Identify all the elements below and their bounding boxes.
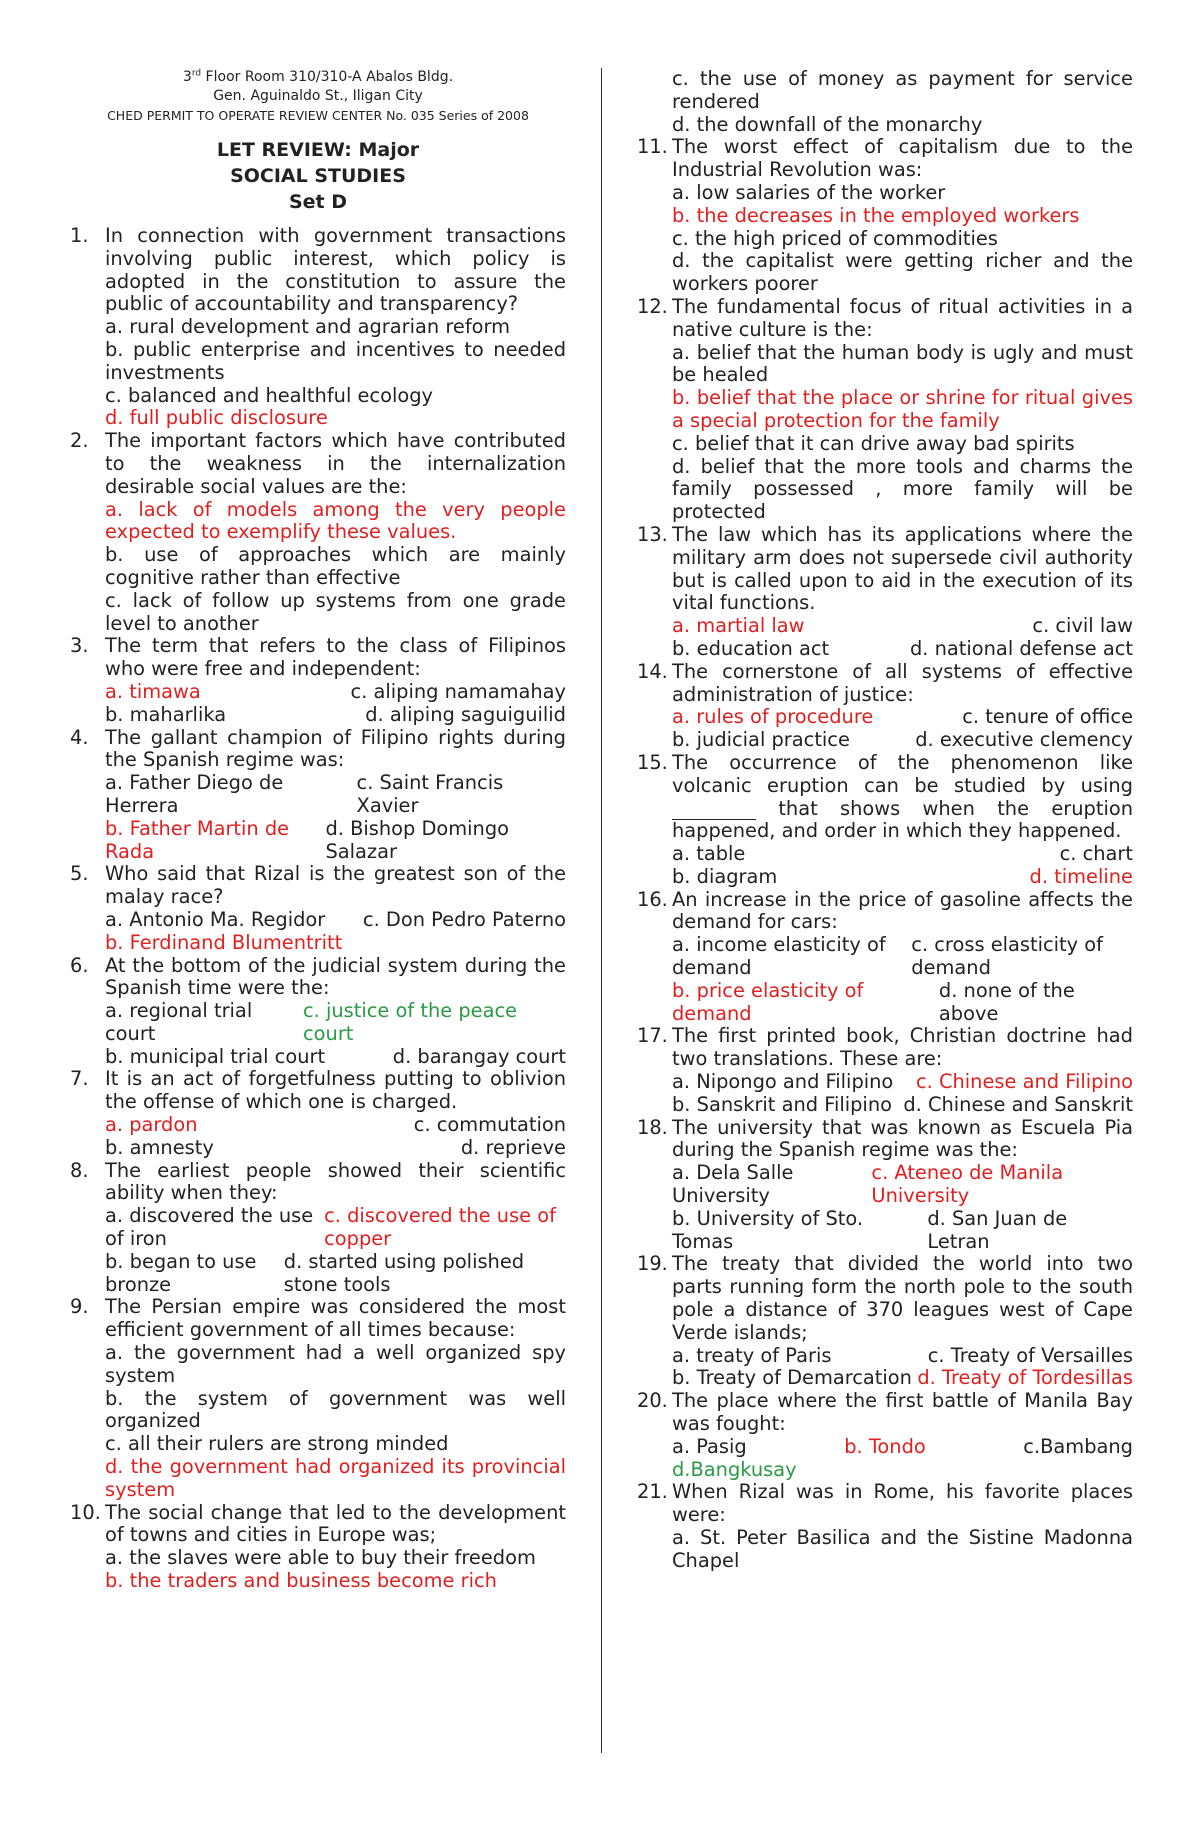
option: d. San Juan de Letran — [927, 1206, 1068, 1253]
question-stem: The fundamental focus of ritual activities in a native culture is the: — [672, 294, 1133, 341]
option: b. education act — [672, 636, 830, 660]
alt-answer-option: d.Bangkusay — [672, 1457, 797, 1481]
option: b. judicial practice — [672, 728, 850, 752]
option: b. Sanskrit and Filipino — [672, 1092, 892, 1116]
question-number: 17. — [637, 1024, 668, 1048]
answer-option: c. discovered the use of copper — [324, 1204, 556, 1251]
permit-line: CHED PERMIT TO OPERATE REVIEW CENTER No. 035 Series of 2008 — [107, 108, 529, 123]
question-17 — [637, 1025, 1133, 1116]
option: d. executive clemency — [915, 728, 1133, 752]
answer-option: c. Chinese and Filipino — [915, 1070, 1133, 1094]
question-stem: The law which has its applications where the military arm does not supersede civil authority but is called upon to aid in the execution of its vital functions. — [672, 522, 1133, 615]
question-stem: The social change that led to the development of towns and cities in Europe was; — [105, 1500, 566, 1547]
question-stem: The cornerstone of all systems of effective administration of justice: — [672, 659, 1133, 706]
option: a. low salaries of the worker — [672, 180, 946, 204]
question-2 — [70, 430, 566, 635]
answer-option: d. Treaty of Tordesillas — [917, 1366, 1133, 1390]
option: c.Bambang — [1023, 1434, 1133, 1458]
option: b. diagram — [672, 864, 778, 888]
option: a. Antonio Ma. Regidor — [105, 907, 326, 931]
question-stem: An increase in the price of gasoline affects the demand for cars: — [672, 887, 1133, 934]
question-stem: The important factors which have contributed to the weakness in the internalization desirable social values are the: — [105, 429, 566, 498]
question-stem: At the bottom of the judicial system during the Spanish time were the: — [105, 953, 566, 1000]
option: a. rural development and agrarian reform — [105, 315, 511, 339]
option: a. income elasticity of demand — [672, 933, 886, 980]
question-stem: In connection with government transactions involving public interest, which policy is adopted in the constitution to assure the public of accountability and transparency? — [105, 224, 566, 316]
option: b. use of approaches which are mainly cognitive rather than effective — [105, 543, 566, 589]
option: d. barangay court — [392, 1044, 566, 1068]
option: c. the high priced of commodities — [672, 226, 998, 250]
option: d. Bishop Domingo Salazar — [325, 816, 510, 863]
question-stem: The treaty that divided the world into two parts running form the north pole to the south pole a distance of 370 leagues west of Cape Verde islands; — [672, 1252, 1133, 1344]
option: c. aliping namamahay — [350, 679, 566, 703]
answer-option: b. Tondo — [844, 1434, 926, 1458]
option: d. national defense act — [909, 636, 1133, 660]
option: a. Dela Salle University — [672, 1161, 794, 1208]
question-number: 21. — [637, 1480, 668, 1504]
option: b. municipal trial court — [105, 1044, 326, 1068]
alt-answer-option: c. justice of the peace court — [303, 999, 518, 1045]
question-number: 9. — [70, 1295, 89, 1319]
option: d. belief that the more tools and charms the family possessed , more family will be protected — [672, 454, 1133, 524]
title-line: LET REVIEW: Major — [216, 139, 420, 161]
question-10 — [70, 1502, 566, 1593]
option: d. reprieve — [460, 1135, 566, 1159]
question-number: 8. — [70, 1158, 89, 1182]
option: a. treaty of Paris — [672, 1343, 832, 1367]
question-14 — [637, 661, 1133, 752]
set-line: Set D — [288, 191, 348, 213]
answer-option: b. price elasticity of demand — [672, 978, 864, 1025]
answer-option: b. belief that the place or shrine for ritual gives a special protection for the family — [672, 386, 1133, 432]
right-column — [637, 68, 1133, 1573]
question-number: 18. — [637, 1115, 668, 1139]
answer-option: a. rules of procedure — [672, 705, 874, 729]
question-number: 4. — [70, 725, 89, 749]
address-line-1: 3rd Floor Room 310/310-A Abalos Bldg. — [182, 68, 454, 85]
column-divider — [601, 68, 602, 1753]
fill-blank — [672, 801, 756, 820]
question-stem — [672, 752, 1133, 843]
question-15 — [637, 752, 1133, 889]
question-19 — [637, 1253, 1133, 1390]
question-stem: Who said that Rizal is the greatest son of the malay race? — [105, 862, 566, 909]
page-header — [70, 68, 566, 125]
option: a. the government had a well organized spy system — [105, 1341, 566, 1387]
option: d. the capitalist were getting richer and the workers poorer — [672, 249, 1133, 296]
answer-option: a. pardon — [105, 1113, 198, 1137]
option: a. table — [672, 842, 746, 866]
question-1 — [70, 225, 566, 430]
question-20 — [637, 1390, 1133, 1481]
option: a. discovered the use of iron — [105, 1204, 314, 1251]
question-number: 5. — [70, 862, 89, 886]
question-stem: It is an act of forgetfulness putting to oblivion the offense of which one is charged. — [105, 1067, 566, 1114]
stem-part: The occurrence of the phenomenon like volcanic eruption can be studied by using — [672, 750, 1133, 797]
option: c. civil law — [1032, 614, 1133, 638]
question-number: 12. — [637, 294, 668, 318]
question-number: 10. — [70, 1500, 101, 1524]
answer-option: a. martial law — [672, 614, 805, 638]
question-4 — [70, 727, 566, 864]
question-number: 6. — [70, 953, 89, 977]
question-18 — [637, 1117, 1133, 1254]
question-stem: The Persian empire was considered the most efficient government of all times because: — [105, 1295, 566, 1342]
answer-option: c. Ateneo de Manila University — [871, 1161, 1064, 1208]
option: c. the use of money as payment for service rendered — [672, 67, 1133, 113]
option: d. started using polished stone tools — [283, 1249, 525, 1296]
answer-option: b. the traders and business become rich — [105, 1569, 497, 1593]
answer-option: b. Father Martin de Rada — [105, 816, 290, 863]
option: d. Chinese and Sanskrit — [903, 1092, 1133, 1116]
option: c. balanced and healthful ecology — [105, 383, 433, 407]
question-11 — [637, 136, 1133, 296]
question-5 — [70, 863, 566, 954]
document-title — [70, 137, 566, 215]
question-number: 3. — [70, 634, 89, 658]
option: b. public enterprise and incentives to needed investments — [105, 337, 566, 384]
question-7 — [70, 1068, 566, 1159]
option: b. University of Sto. Tomas — [672, 1206, 864, 1253]
option: a. Nipongo and Filipino — [672, 1070, 894, 1094]
answer-option: a. lack of models among the very people expected to exemplify these values. — [105, 497, 566, 544]
address-line-2: Gen. Aguinaldo St., Iligan City — [213, 88, 423, 104]
question-13 — [637, 524, 1133, 661]
option: b. began to use bronze — [105, 1249, 257, 1296]
question-stem: When Rizal was in Rome, his favorite places were: — [672, 1480, 1133, 1527]
option: a. Father Diego de Herrera — [105, 771, 284, 817]
option: c. commutation — [413, 1113, 566, 1137]
question-stem: The first printed book, Christian doctrine had two translations. These are: — [672, 1024, 1133, 1071]
option: d. aliping saguiguilid — [365, 702, 566, 726]
question-number: 15. — [637, 750, 668, 774]
answer-option: a. timawa — [105, 679, 201, 703]
option: a. belief that the human body is ugly and must be healed — [672, 340, 1133, 387]
option: b. Treaty of Demarcation — [672, 1366, 912, 1390]
answer-option: b. Ferdinand Blumentritt — [105, 930, 343, 954]
question-number: 20. — [637, 1389, 668, 1413]
option: a. regional trial court — [105, 999, 253, 1045]
option: c. belief that it can drive away bad spirits — [672, 431, 1075, 455]
question-stem: The term that refers to the class of Filipinos who were free and independent: — [105, 634, 566, 681]
option: c. Saint Francis Xavier — [356, 771, 504, 817]
option: c. Treaty of Versailles — [927, 1343, 1133, 1367]
option: c. all their rulers are strong minded — [105, 1432, 449, 1456]
question-number: 13. — [637, 522, 668, 546]
answer-option: b. the decreases in the employed workers — [672, 203, 1080, 227]
option: b. amnesty — [105, 1135, 214, 1159]
question-8 — [70, 1160, 566, 1297]
question-9 — [70, 1296, 566, 1501]
option: c. chart — [1059, 842, 1133, 866]
question-6 — [70, 955, 566, 1069]
question-stem: The earliest people showed their scientific ability when they: — [105, 1158, 566, 1205]
option: a. Pasig — [672, 1434, 747, 1458]
question-number: 19. — [637, 1252, 668, 1276]
question-stem: The place where the first battle of Manila Bay was fought: — [672, 1389, 1133, 1436]
option: b. the system of government was well organized — [105, 1386, 566, 1433]
option: c. cross elasticity of demand — [911, 933, 1103, 980]
question-number: 14. — [637, 659, 668, 683]
question-12 — [637, 296, 1133, 524]
answer-option: d. timeline — [1029, 864, 1133, 888]
question-3 — [70, 635, 566, 726]
option: c. Don Pedro Paterno — [362, 907, 566, 931]
option: a. St. Peter Basilica and the Sistine Madonna Chapel — [672, 1526, 1133, 1572]
question-number: 1. — [70, 224, 89, 247]
question-16 — [637, 889, 1133, 1026]
question-stem: The gallant champion of Filipino rights during the Spanish regime was: — [105, 725, 566, 772]
left-column — [70, 68, 566, 1593]
answer-option: d. the government had organized its provincial system — [105, 1455, 566, 1501]
question-number: 11. — [637, 135, 668, 159]
stem-part: that shows when the eruption happened, and order in which they happened. — [672, 796, 1133, 843]
option: d. none of the above — [938, 978, 1075, 1025]
question-number: 16. — [637, 887, 668, 911]
option: c. lack of follow up systems from one grade level to another — [105, 588, 566, 635]
question-21 — [637, 1481, 1133, 1572]
option: c. tenure of office — [962, 705, 1133, 729]
question-stem: The university that was known as Escuela Pia during the Spanish regime was the: — [672, 1115, 1133, 1162]
question-10-continued — [637, 68, 1133, 136]
question-number: 7. — [70, 1067, 89, 1091]
question-stem: The worst effect of capitalism due to the Industrial Revolution was: — [672, 135, 1133, 182]
answer-option: d. full public disclosure — [105, 406, 328, 430]
question-number: 2. — [70, 429, 89, 453]
option: d. the downfall of the monarchy — [672, 112, 983, 136]
option: a. the slaves were able to buy their freedom — [105, 1546, 536, 1570]
subject-line: SOCIAL STUDIES — [230, 165, 406, 187]
option: b. maharlika — [105, 702, 227, 726]
